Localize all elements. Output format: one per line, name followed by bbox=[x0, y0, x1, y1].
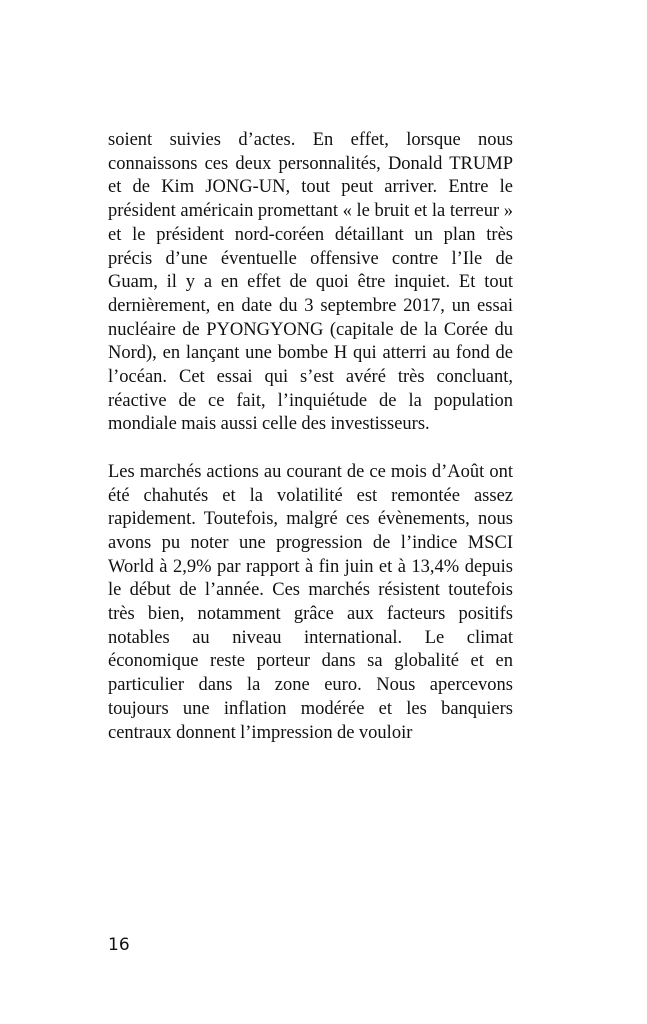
paragraph-1: soient suivies d’actes. En effet, lorsque nous connaissons ces deux personnalités, Donald TRUMP et de Kim JONG-UN, tout peut arriver. Entre le président américain promettant « le bruit et la terreur » et le président nord-coréen détaillant un plan très précis d’une éventuelle offensive contre l’Ile de Guam, il y a en effet de quoi être inquiet. Et tout dernièrement, en date du 3 septembre 2017, un essai nucléaire de PYONGYONG (capitale de la Corée du Nord), en lançant une bombe H qui atterri au fond de l’océan. Cet essai qui s’est avéré très concluant, réactive de ce fait, l’inquiétude de la population mondiale mais aussi celle des investisseurs. bbox=[108, 130, 513, 435]
body-text bbox=[108, 129, 513, 745]
paragraph-2: Les marchés actions au courant de ce mois d’Août ont été chahutés et la volatilité est remontée assez rapidement. Toutefois, malgré ces évènements, nous avons pu noter une progression de l’indice MSCI World à 2,9% par rapport à fin juin et à 13,4% depuis le début de l’année. Ces marchés résistent toutefois très bien, notamment grâce aux facteurs positifs notables au niveau international. Le climat économique reste porteur dans sa globalité et en particulier dans la zone euro. Nous apercevons toujours une inflation modérée et les banquiers centraux donnent l’impression de vouloir bbox=[108, 461, 513, 743]
page-number: 16 bbox=[108, 935, 130, 955]
